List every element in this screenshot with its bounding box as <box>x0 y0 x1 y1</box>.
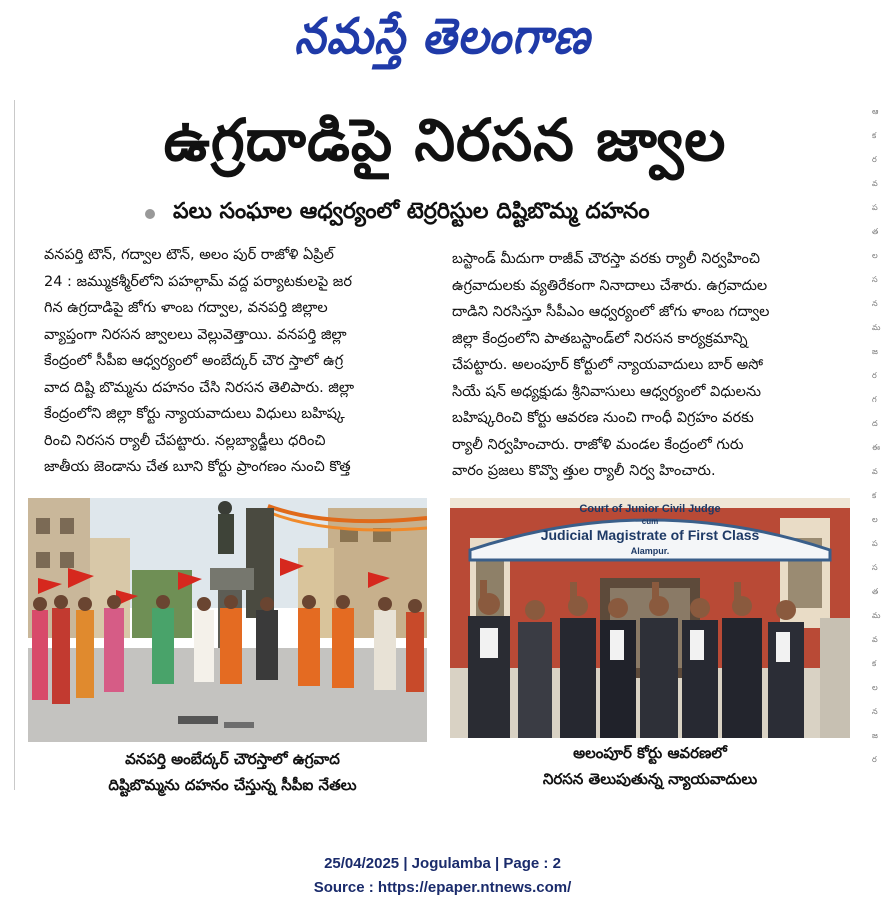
article-left-column <box>44 242 424 481</box>
article-line: రించి నిరసన ర్యాలీ చేపట్టారు. నల్లబ్యాడ్జీలు ధరించి <box>44 432 326 449</box>
article-line: వాద దిష్టి బొమ్మను దహనం చేసి నిరసన తెలిపారు. జిల్లా <box>44 379 355 396</box>
article-line: వారం ప్రజలు కొవ్వొ త్తుల ర్యాలీ నిర్వ హించారు. <box>452 463 716 479</box>
article-line: జిల్లా కేంద్రంలోని పాతబస్టాండ్‌లో నిరసన కార్యక్రమాన్ని <box>452 330 748 347</box>
subheadline-text: పలు సంఘాల ఆధ్వర్యంలో టెర్రరిస్టుల దిష్టిబొమ్మ దహనం <box>173 199 650 224</box>
edition-info: 25/04/2025 | Jogulamba | Page : 2 <box>324 855 561 872</box>
article-line: చేపట్టారు. అలంపూర్ కోర్టులో న్యాయవాదులు బార్ అసో <box>452 357 764 373</box>
column-divider <box>14 100 15 790</box>
caption-line: అలంపూర్ కోర్టు ఆవరణలో <box>573 744 727 762</box>
court-protest-photo <box>450 498 850 738</box>
page-footer <box>0 852 885 900</box>
newspaper-logo: నమస్తే తెలంగాణ <box>294 8 591 66</box>
caption-line: దిష్టిబొమ్మను దహనం చేస్తున్న సీపీఐ నేతలు <box>108 776 357 794</box>
signboard-line: cum <box>641 517 659 526</box>
caption-line: వనపర్తి అంబేద్కర్ చౌరస్తాలో ఉగ్రవాద <box>125 750 340 768</box>
article-line: ర్యాలీ నిర్వహించారు. రాజోళి మండల కేంద్రంలో గురు <box>452 436 744 453</box>
article-line: గిన ఉగ్రదాడిపై జోగు ళాంబ గద్వాల, వనపర్తి జిల్లాల <box>44 300 328 316</box>
bullet-icon <box>145 209 155 219</box>
article-right-column <box>452 246 852 485</box>
protest-photo <box>28 498 427 742</box>
article-line: జాతీయ జెండాను చేత బూని కోర్టు ప్రాంగణం నుంచి కొత్త <box>44 459 351 475</box>
headline-text: ఉగ్రదాడిపై నిరసన జ్వాల <box>163 105 727 174</box>
court-protest-photo-image <box>450 498 850 738</box>
article-line: దాడిని నిరసిస్తూ సీపీఎం ఆధ్వర్యంలో జోగు ళాంబ గద్వాల <box>452 304 770 320</box>
article-line: వనపర్తి టౌన్, గద్వాల టౌన్, అలం పుర్ రాజోళి ఏప్రిల్ <box>44 247 334 263</box>
source-link[interactable]: Source : https://epaper.ntnews.com/ <box>313 879 572 896</box>
article-line: కేంద్రంలో సీపీఐ ఆధ్వర్యంలో అంబేద్కర్ చౌర స్తాలో ఉగ్ర <box>44 353 344 369</box>
caption-line: నిరసన తెలుపుతున్న న్యాయవాదులు <box>542 770 758 788</box>
photo-caption-right <box>470 740 830 792</box>
protest-photo-image <box>28 498 427 742</box>
subheadline <box>145 198 865 230</box>
article-line: ఉగ్రవాదులకు వ్యతిరేకంగా నినాదాలు చేశారు. ఉగ్రవాదుల <box>452 277 768 294</box>
adjacent-article-edge: ఆ క ర వ ప త ల స న మ జ ర గ ద ఈ వ క ల ప స త మ వ క ల న జ ర <box>872 107 881 764</box>
article-line: 24 : జమ్ముకశ్మీర్‌లోని పహల్గామ్ వద్ద పర్యాటకులపై జర <box>44 273 352 290</box>
article-line: కేంద్రంలోని జిల్లా కోర్టు న్యాయవాదులు విధులు బహిష్క <box>44 406 345 422</box>
headline <box>20 102 870 192</box>
masthead <box>0 0 885 86</box>
photo-caption-left <box>60 746 405 798</box>
signboard-line: Judicial Magistrate of First Class <box>540 527 760 543</box>
article-line: వ్యాప్తంగా నిరసన జ్వాలలు వెల్లువెత్తాయి. వనపర్తి జిల్లా <box>44 326 347 343</box>
signboard-line: Court of Junior Civil Judge <box>579 503 721 515</box>
article-line: బహిష్కరించి కోర్టు ఆవరణ నుంచి గాంధీ విగ్రహం వరకు <box>452 410 754 426</box>
article-line: బస్టాండ్ మీదుగా రాజీవ్ చౌరస్తా వరకు ర్యాలీ నిర్వహించి <box>452 251 760 267</box>
signboard-line: Alampur. <box>630 546 670 556</box>
article-line: సియే షన్ అధ్యక్షుడు శ్రీనివాసులు ఆధ్వర్యంలో విధులను <box>452 383 762 400</box>
